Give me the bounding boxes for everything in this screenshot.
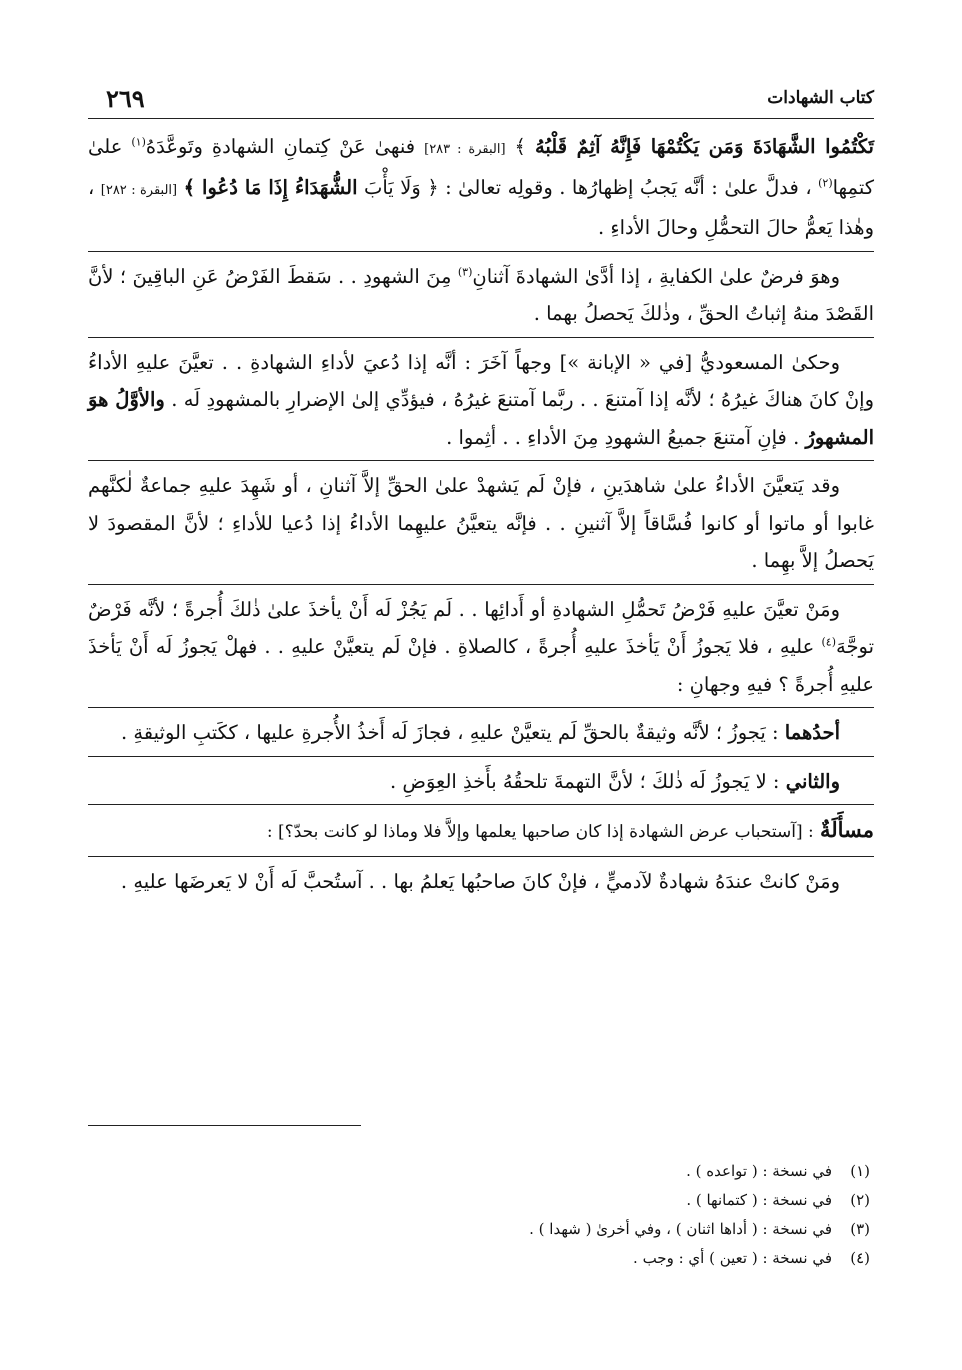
paragraph-1: تَكْتُمُوا الشَّهَادَةَ وَمَن يَكْتُمْهَا فَإِنَّهُ آثِمٌ قَلْبُهُ ﴾ [البقرة : ٢٨٣] فنهىٰ عَنْ كِتمانِ الشهادةِ وتَوعَّدَهُ$^{(١)}$ علىٰ كتمِها$^{(٢)}$ ، فدلَّ علىٰ : أنَّه يَجبُ إظهارُها . وقولِه تعالىٰ : ﴿ وَلَا يَأْبَ الشُّهَدَاءُ إِذَا مَا دُعُوا ﴾ [البقرة : ٢٨٢] ، وهٰذا يَعمُّ حالَ التحمُّلِ وحالَ الأداءِ . — [88, 135, 874, 239]
paragraph-6 — [88, 714, 874, 752]
paragraph-8: ومَنْ كانتْ عندَهُ شهادةٌ لآدميٍّ ، فإنْ كانَ صاحبُها يَعلمُ بها . . آستُحبَّ لَه أَنْ لا يَعرضَها عليهِ . — [120, 869, 840, 893]
text-run: مِنَ الشهودِ . . سَقطَ الفَرْضُ عَنِ الباقِينَ ؛ لأنَّ القَصْدَ منهُ إثباتُ الحقِّ ، وذٰلكَ يَحصلُ بهما . — [88, 264, 874, 325]
footnote-marker[interactable]: (٢) — [818, 176, 833, 189]
text-run: وهوَ فرضٌ علىٰ الكفايةِ ، إذا أدَّىٰ الشهادةَ آثنانِ — [472, 264, 840, 288]
paragraph-2 — [88, 258, 874, 333]
bold-phrase: والثاني — [785, 769, 840, 793]
text-run: ، وهٰذا يَعمُّ حالَ التحمُّلِ وحالَ الأداءِ . — [88, 175, 874, 239]
paragraph-5 — [88, 591, 874, 704]
paragraph-divider — [88, 707, 874, 708]
masala-label: مسأَلَةٌ — [819, 817, 874, 842]
paragraph-3 — [88, 344, 874, 457]
text-run: وتَوعَّدَهُ — [145, 135, 203, 158]
footnote-text: في نسخة : ( كتمانها ) . — [686, 1191, 832, 1209]
footnote-text: في نسخة : ( تعين ) أي : وجب . — [633, 1249, 832, 1267]
text-run: وحكىٰ المسعوديُّ [في « الإبانة »] وجهاً آخَرَ : أنَّه إذا دُعيَ لأداءِ الشهادةِ . . تعيَّنَ عليهِ الأداءُ وإنْ كانَ هناكَ غيرُهُ ؛ لأنَّه إذا آمتنعَ . . ربَّما آمتنعَ غيرُهُ ، فيؤدِّي إلىٰ الإضرارِ بالمشهودِ لَه . — [88, 350, 875, 411]
footnote-text: في نسخة : ( تواعده ) . — [686, 1162, 832, 1180]
text-run: علىٰ كتمِها — [88, 135, 874, 199]
paragraph-divider — [88, 584, 874, 585]
quran-reference: [البقرة : ٢٨٢] — [100, 182, 178, 198]
masala-heading — [88, 811, 874, 852]
text-run: ، فدلَّ علىٰ : أنَّه يَجبُ إظهارُها . وقولِه تعالىٰ : ﴿ وَلَا يَأْبَ — [364, 175, 812, 199]
footnotes — [88, 1157, 870, 1273]
text-run: عليهِ ، فلا يَجوزُ أَنْ يَأخذَ عليهِ أُجرةً ، كالصلاةِ . فإنْ لَم يتعيَّنْ عليهِ . . فهلْ يَجوزُ لَه أَنْ يَأخذَ عليهِ أُجرةً ؟ فيهِ وجهانِ : — [88, 635, 874, 696]
footnote-number: (١) — [850, 1162, 870, 1180]
footnote-number: (٤) — [850, 1249, 870, 1267]
running-header — [88, 84, 874, 119]
page-number: ٢٦٩ — [106, 84, 145, 113]
masala-title: : [آستحباب عرض الشهادة إذا كان صاحبها يعلمها وإلاَّ فلا وماذا لو كانت بحدّ؟] : — [266, 822, 814, 842]
footnote-item — [88, 1244, 870, 1273]
main-text — [88, 128, 874, 900]
paragraph-divider — [88, 804, 874, 805]
footnote-text: في نسخة : ( أداها اثنان ) ، وفي أخرىٰ ( شهدا ) . — [529, 1220, 832, 1238]
paragraph-divider — [88, 251, 874, 252]
footnote-marker[interactable]: (٤) — [821, 635, 836, 649]
quran-reference: [البقرة : ٢٨٣] — [424, 142, 506, 157]
footnote-number: (٣) — [850, 1220, 870, 1238]
paragraph-4: وقد يَتعيَّنَ الأداءُ علىٰ شاهدَينِ ، فإنْ لَم يَشهدْ علىٰ الحقِّ إلاَّ آثنانِ ، أو شَهِدَ عليهِ جماعةٌ لٰكنَّهم غابوا أو ماتوا أو كانوا فُسَّاقاً إلاَّ آثنينِ . . فإنَّه يتعيَّنُ عليهِما الأداءُ إذا دُعيا للأداءِ ؛ لأنَّ المقصودَ لا يَحصلُ إلاَّ بهِما . — [88, 474, 874, 572]
chapter-title: كتاب الشهادات — [767, 88, 874, 108]
footnote-item — [88, 1157, 870, 1186]
footnote-item — [88, 1186, 870, 1215]
quran-quote: تَكْتُمُوا الشَّهَادَةَ وَمَن يَكْتُمْهَا فَإِنَّهُ آثِمٌ قَلْبُهُ — [534, 135, 874, 158]
footnote-rule — [88, 1125, 361, 1126]
text-run: ومَنْ تعيَّنَ عليهِ فَرْضُ تَحمُّلِ الشهادةِ أو أَدائِها . . لَم يَجُزْ لَه أَنْ يأخذَ علىٰ ذٰلكَ أُجرةً ؛ لأنَّه فَرْضٌ توجَّهَ — [88, 597, 874, 658]
footnote-marker[interactable]: (٣) — [457, 265, 473, 278]
text-run: فنهىٰ عَنْ كِتمانِ الشهادةِ — [211, 135, 416, 158]
bold-phrase: والأوَّلُ هوَ المشهورُ — [88, 388, 874, 449]
paragraph-divider — [88, 756, 874, 757]
footnote-marker[interactable]: (١) — [131, 135, 146, 149]
paragraph-divider — [88, 856, 874, 857]
text-run: : لا يَجوزُ لَه ذٰلكَ ؛ لأنَّ التهمةَ تلحقُهُ بأَخذِ العِوَضِ . — [390, 769, 780, 793]
paragraph-7 — [88, 763, 874, 801]
paragraph-divider — [88, 460, 874, 461]
paragraph-divider — [88, 337, 874, 338]
quran-quote: الشُّهَدَاءُ إِذَا مَا دُعُوا ﴾ — [183, 175, 358, 199]
footnote-item — [88, 1215, 870, 1244]
text-run: . فإنِ آمتنعَ جميعُ الشهودِ مِنَ الأداءِ . . أثِموا . — [446, 425, 800, 449]
footnote-number: (٢) — [850, 1191, 870, 1209]
bold-phrase: أحدُهما — [784, 721, 840, 744]
text-run: : يَجوزُ ؛ لأنَّه وثيقةٌ بالحقِّ لَم يتعيَّنْ عليهِ ، فجازَ لَه أَخذُ الأُجرةِ عليها ، ككَتبِ الوثيقةِ . — [120, 721, 779, 744]
